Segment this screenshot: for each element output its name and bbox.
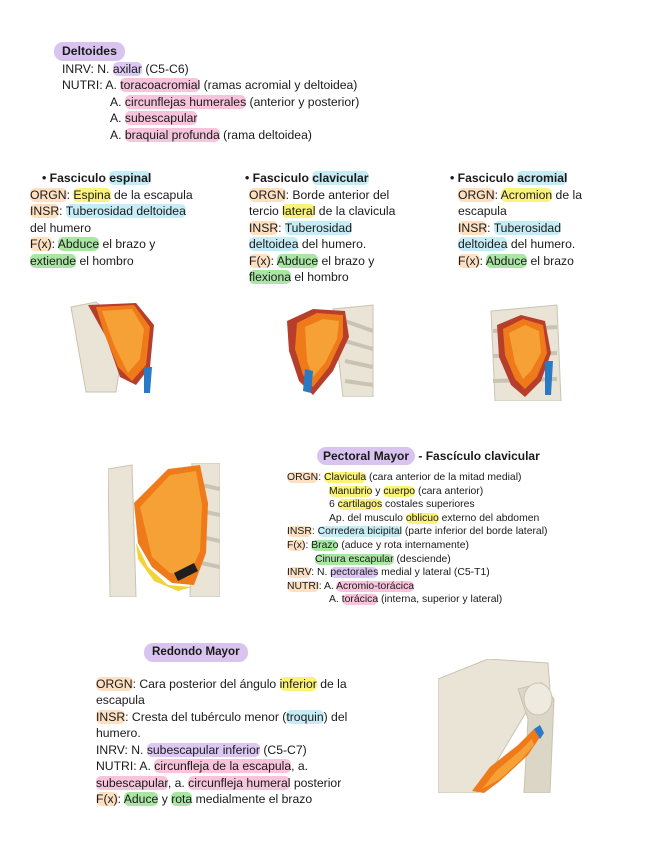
pectoral-origin bbox=[287, 471, 547, 485]
pectoral-origin-2 bbox=[287, 485, 547, 499]
innervation-nerve: axilar bbox=[112, 61, 142, 76]
redondo-irrigation bbox=[96, 758, 347, 775]
irrigation-mid: , a. bbox=[167, 775, 189, 790]
origin-key: ORGN bbox=[96, 676, 133, 691]
redondo-origin-line2: escapula bbox=[96, 693, 145, 707]
deltoides-title: Deltoides bbox=[54, 42, 125, 61]
innervation-highlight: pectorales bbox=[330, 567, 379, 579]
irrigation-highlight: Acromio-torácica bbox=[336, 580, 415, 592]
innervation-rest: (C5-C7) bbox=[259, 742, 307, 757]
artery-3: subescapular bbox=[124, 111, 198, 125]
function-rest: (aduce y rota internamente) bbox=[338, 539, 469, 551]
acromial-insert-line2 bbox=[458, 236, 582, 253]
insert-key: INSR bbox=[287, 526, 312, 538]
origin-rest: de la bbox=[316, 676, 347, 691]
function-highlight: Brazo bbox=[311, 539, 339, 551]
redondo-irrigation-2 bbox=[96, 775, 347, 792]
origin-key: ORGN bbox=[287, 472, 319, 483]
function-rest-2: el hombro bbox=[291, 270, 349, 284]
innervation-key: INRV bbox=[287, 567, 312, 579]
innervation-key: INRV bbox=[62, 61, 91, 76]
sep: : bbox=[487, 220, 494, 235]
innervation-key: INRV bbox=[96, 742, 125, 757]
origin-highlight: inferior bbox=[279, 676, 317, 691]
function-highlight-2: Cinura escapular bbox=[315, 553, 394, 565]
origin-key: ORGN bbox=[30, 187, 67, 202]
sep: : bbox=[270, 253, 277, 268]
sep: : bbox=[311, 526, 318, 538]
origin-4a: Ap. del musculo bbox=[329, 512, 406, 524]
function-key: F(x) bbox=[287, 539, 306, 551]
pectoral-section bbox=[287, 447, 547, 607]
origin-key: ORGN bbox=[458, 187, 495, 202]
title-word: Fasciculo bbox=[457, 171, 514, 185]
function-rest: el brazo bbox=[527, 253, 574, 268]
artery-4-note: (rama deltoidea) bbox=[219, 127, 312, 142]
function-rest-2: el hombro bbox=[76, 253, 134, 268]
origin-rest: de la bbox=[552, 187, 582, 202]
deltoides-irrigation bbox=[54, 77, 359, 94]
artery-3-prefix: A. bbox=[110, 111, 125, 125]
artery-1: toracoacromial bbox=[120, 78, 201, 92]
function-highlight: Aduce bbox=[123, 792, 159, 806]
function-key: F(x) bbox=[458, 253, 480, 268]
espinal-insert bbox=[30, 203, 193, 220]
irrigation-highlight: circunfleja de la escapula bbox=[154, 759, 292, 773]
origin-line2b: de la clavicula bbox=[315, 204, 396, 218]
teres-major-illustration bbox=[438, 659, 556, 793]
function-highlight: Abduce bbox=[276, 253, 319, 268]
origin-highlight: Espina bbox=[73, 187, 111, 202]
insert-rest: del humero. bbox=[507, 237, 576, 251]
innervation-rest: medial y lateral (C5-T1) bbox=[378, 567, 490, 579]
fasciculo-clavicular-title bbox=[245, 170, 395, 187]
irrigation-highlight-3: circunfleja humeral bbox=[188, 775, 291, 790]
function-highlight-2: rota bbox=[171, 792, 193, 806]
irrigation-highlight-2: torácica bbox=[341, 594, 379, 606]
innervation-highlight: subescapular inferior bbox=[146, 742, 260, 757]
redondo-insert-line2: humero. bbox=[96, 726, 141, 740]
innervation-a: : N. bbox=[124, 742, 147, 757]
pectoral-insert bbox=[287, 525, 547, 539]
redondo-title-row bbox=[96, 643, 347, 662]
deltoides-artery-4 bbox=[54, 127, 359, 144]
sep: : bbox=[479, 253, 486, 268]
sep: : bbox=[278, 220, 285, 235]
pectoral-illustration bbox=[108, 463, 220, 597]
redondo-section bbox=[96, 643, 347, 808]
deltoid-clavicular-illustration bbox=[283, 301, 375, 397]
clavicular-insert-line2 bbox=[249, 236, 395, 253]
irrigation-prefix: : A. bbox=[99, 78, 121, 92]
insert-highlight: Tuberosidad deltoidea bbox=[65, 204, 186, 218]
insert-rest: ) del bbox=[323, 709, 348, 724]
deltoid-espinal-illustration bbox=[66, 297, 162, 397]
sep: : bbox=[66, 187, 74, 202]
bullet: • bbox=[245, 171, 250, 185]
function-rest: medialmente el brazo bbox=[192, 792, 313, 806]
deltoides-section bbox=[54, 42, 359, 143]
pectoral-origin-3 bbox=[287, 498, 547, 512]
innervation-root: (C5-C6) bbox=[141, 61, 189, 76]
function-key: F(x) bbox=[30, 237, 52, 251]
redondo-origin bbox=[96, 676, 347, 693]
function-rest: el brazo y bbox=[318, 253, 375, 268]
insert-highlight: Corredera bicipital bbox=[317, 526, 402, 538]
title-word: Fasciculo bbox=[252, 171, 309, 185]
title-highlight: espinal bbox=[109, 171, 152, 185]
clavicular-origin-line2 bbox=[249, 203, 395, 220]
sep: : bbox=[59, 204, 66, 218]
pectoral-function bbox=[287, 539, 547, 553]
irrigation-key: NUTRI bbox=[62, 78, 100, 92]
fasciculo-acromial-title bbox=[450, 170, 582, 187]
fasciculo-clavicular-section bbox=[245, 170, 396, 286]
pectoral-title-rest: - Fascículo clavicular bbox=[415, 449, 540, 463]
irrigation-rest-2: (interna, superior y lateral) bbox=[378, 594, 503, 606]
origin-rest: de la escapula bbox=[110, 187, 193, 202]
clavicular-origin bbox=[249, 187, 395, 204]
function-highlight-2: extiende bbox=[30, 253, 77, 268]
sep: : bbox=[318, 472, 324, 483]
insert-key: INSR bbox=[458, 220, 488, 235]
espinal-function-line2 bbox=[30, 253, 193, 270]
sep: : bbox=[117, 792, 124, 806]
insert-key: INSR bbox=[96, 709, 126, 724]
insert-highlight: troquin bbox=[286, 709, 324, 724]
sep: : bbox=[494, 187, 501, 202]
function-key: F(x) bbox=[96, 792, 118, 806]
espinal-insert-line2: del humero bbox=[30, 220, 91, 235]
artery-1-note: (ramas acromial y deltoidea) bbox=[200, 78, 358, 92]
artery-2-prefix: A. bbox=[110, 94, 125, 109]
artery-4-prefix: A. bbox=[110, 127, 125, 142]
deltoid-acromial-illustration bbox=[487, 301, 562, 401]
origin-key: ORGN bbox=[249, 187, 286, 202]
acromial-function bbox=[458, 253, 582, 270]
irrigation-key: NUTRI bbox=[287, 580, 319, 592]
clavicular-insert bbox=[249, 220, 395, 237]
irrigation-key: NUTRI bbox=[96, 759, 134, 773]
artery-2-note: (anterior y posterior) bbox=[246, 94, 360, 109]
clavicular-function bbox=[249, 253, 395, 270]
irrigation-rest: , a. bbox=[291, 759, 309, 773]
pectoral-irrigation bbox=[287, 580, 547, 594]
origin-line2a: tercio bbox=[249, 204, 283, 218]
origin-a: : Cara posterior del ángulo bbox=[132, 676, 280, 691]
origin-highlight-4: cartilagos bbox=[337, 499, 383, 511]
fasciculo-acromial-section bbox=[450, 170, 582, 269]
origin-rest-3: costales superiores bbox=[382, 499, 475, 511]
deltoides-innervation bbox=[54, 61, 359, 78]
function-highlight-2: flexiona bbox=[249, 270, 292, 284]
insert-rest: (parte inferior del borde lateral) bbox=[401, 526, 548, 538]
redondo-title: Redondo Mayor bbox=[144, 643, 248, 662]
function-highlight: Abduce bbox=[57, 237, 100, 251]
insert-rest: del humero. bbox=[298, 237, 367, 251]
pectoral-innervation bbox=[287, 566, 547, 580]
origin-highlight: lateral bbox=[282, 204, 316, 218]
pectoral-irrigation-2 bbox=[287, 593, 547, 607]
insert-highlight: Tuberosidad bbox=[493, 220, 561, 235]
insert-highlight: Tuberosidad bbox=[284, 220, 352, 235]
origin-highlight: Acromion bbox=[500, 187, 553, 202]
insert-key: INSR bbox=[30, 204, 60, 218]
acromial-origin-line2: escapula bbox=[458, 204, 507, 218]
origin-3a: 6 bbox=[329, 499, 338, 511]
origin-highlight-5: oblicuo bbox=[405, 512, 439, 524]
fasciculo-espinal-title bbox=[30, 170, 193, 187]
acromial-origin bbox=[458, 187, 582, 204]
origin-highlight: Clavicula bbox=[323, 472, 367, 483]
espinal-origin bbox=[30, 187, 193, 204]
irrigation-highlight-2: subescapular bbox=[96, 775, 168, 790]
function-rest-2: (desciende) bbox=[393, 553, 451, 565]
sep: : bbox=[51, 237, 58, 251]
function-highlight: Abduce bbox=[485, 253, 528, 268]
function-key: F(x) bbox=[249, 253, 271, 268]
pectoral-origin-4 bbox=[287, 512, 547, 526]
insert-highlight-2: deltoidea bbox=[458, 237, 508, 251]
bullet: • bbox=[42, 171, 47, 185]
clavicular-function-line2 bbox=[249, 269, 395, 286]
bullet: • bbox=[450, 171, 455, 185]
redondo-innervation bbox=[96, 742, 347, 759]
insert-key: INSR bbox=[249, 220, 279, 235]
fasciculo-espinal-section bbox=[30, 170, 193, 269]
irrigation-a: : A. bbox=[318, 580, 337, 592]
origin-highlight-2: Manubrio bbox=[329, 485, 373, 497]
pectoral-title bbox=[287, 447, 547, 465]
irrigation-a: : A. bbox=[133, 759, 155, 773]
deltoides-artery-3 bbox=[54, 110, 359, 127]
title-highlight: clavicular bbox=[312, 171, 369, 185]
title-highlight: acromial bbox=[517, 171, 568, 185]
origin-mid: y bbox=[372, 485, 384, 497]
sep: : bbox=[305, 539, 312, 551]
redondo-insert bbox=[96, 709, 347, 726]
insert-highlight-2: deltoidea bbox=[249, 237, 299, 251]
irrigation-2a: A. bbox=[329, 594, 342, 606]
pectoral-function-2 bbox=[287, 553, 547, 567]
innervation-text: : N. bbox=[90, 61, 113, 76]
function-rest: el brazo y bbox=[99, 237, 156, 251]
pectoral-title-highlight: Pectoral Mayor bbox=[317, 447, 415, 465]
acromial-insert bbox=[458, 220, 582, 237]
artery-4: braquial profunda bbox=[124, 127, 220, 142]
deltoides-artery-2 bbox=[54, 94, 359, 111]
origin-rest-2: (cara anterior) bbox=[415, 485, 484, 497]
title-word: Fasciculo bbox=[49, 171, 106, 185]
function-mid: y bbox=[158, 792, 172, 806]
origin-rest-4: externo del abdomen bbox=[438, 512, 540, 524]
irrigation-rest-2: posterior bbox=[290, 775, 342, 790]
insert-a: : Cresta del tubérculo menor ( bbox=[125, 709, 287, 724]
artery-2: circunflejas humerales bbox=[124, 94, 247, 109]
origin-rest: (cara anterior de la mitad medial) bbox=[366, 472, 522, 483]
innervation-a: : N. bbox=[311, 567, 331, 579]
origin-text: : Borde anterior del bbox=[285, 187, 390, 202]
origin-highlight-3: cuerpo bbox=[383, 485, 416, 497]
espinal-function bbox=[30, 236, 193, 253]
redondo-function bbox=[96, 791, 347, 808]
